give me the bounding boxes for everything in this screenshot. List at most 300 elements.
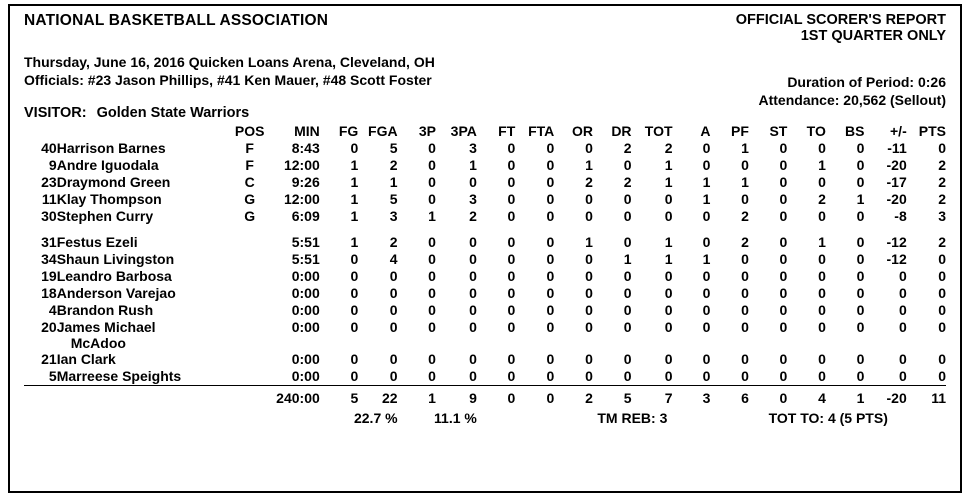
stat-plusminus: 0 — [898, 267, 907, 284]
stat-plusminus: -20 — [886, 156, 907, 173]
stat-st: 0 — [779, 284, 788, 301]
stat-dr: 0 — [623, 207, 632, 224]
stat-or: 0 — [585, 207, 593, 224]
stat-pf: 1 — [741, 139, 749, 156]
stat-tot: 0 — [664, 367, 673, 384]
stat-3pa: 0 — [469, 233, 477, 250]
stat-min: 12:00 — [283, 156, 320, 173]
team-rebounds: TM REB: 3 — [597, 409, 668, 426]
stat-st: 0 — [779, 350, 788, 367]
col-min: MIN — [294, 122, 320, 139]
stat-pf: 2 — [741, 233, 749, 250]
stat-dr: 0 — [623, 318, 632, 335]
pct-blank-ft — [477, 408, 554, 428]
stat-ft: 0 — [507, 284, 516, 301]
stat-ft: 0 — [507, 301, 516, 318]
pct-blank-pos — [233, 408, 267, 428]
stat-fga: 0 — [389, 267, 398, 284]
total-fg: 5 — [320, 385, 359, 408]
percentages-row — [24, 408, 946, 428]
stat-plusminus: 0 — [898, 367, 907, 384]
player-pos — [233, 351, 267, 368]
stat-a: 0 — [702, 233, 711, 250]
fg-percentage: 22.7 % — [353, 409, 398, 426]
stat-fta: 0 — [546, 367, 555, 384]
col-tot: TOT — [644, 122, 673, 139]
stat-fg: 0 — [350, 250, 359, 267]
player-pos: C — [244, 173, 255, 190]
player-number: 31 — [41, 233, 57, 250]
total-to: 4 — [787, 385, 826, 408]
table-row — [24, 351, 946, 368]
player-number: 19 — [41, 267, 57, 284]
stat-fta: 0 — [546, 318, 555, 335]
col-fta: FTA — [528, 122, 555, 139]
stat-ft: 0 — [507, 173, 516, 190]
stat-dr: 2 — [623, 139, 632, 156]
player-pos — [233, 319, 267, 336]
col-st: ST — [769, 122, 788, 139]
stat-to: 0 — [818, 250, 826, 267]
player-name: Andre Iguodala — [56, 156, 159, 173]
table-row — [24, 208, 946, 225]
stat-pts: 0 — [938, 301, 946, 318]
stat-to: 0 — [818, 173, 826, 190]
player-pos — [233, 268, 267, 285]
stat-3p: 0 — [428, 233, 436, 250]
stat-fga: 0 — [389, 301, 398, 318]
player-number: 30 — [41, 207, 57, 224]
player-name: Leandro Barbosa — [56, 267, 172, 284]
col-or: OR — [571, 122, 593, 139]
stat-3pa: 2 — [469, 207, 477, 224]
stat-pf: 0 — [741, 190, 749, 207]
stat-tot: 1 — [664, 233, 673, 250]
player-name: Shaun Livingston — [56, 250, 175, 267]
stat-pts: 0 — [938, 350, 946, 367]
player-number: 18 — [41, 284, 57, 301]
report-title: OFFICIAL SCORER'S REPORT — [735, 12, 946, 28]
stat-to: 0 — [818, 301, 826, 318]
stat-ft: 0 — [507, 367, 516, 384]
stat-pts: 2 — [938, 233, 946, 250]
total-min: 240:00 — [267, 385, 320, 408]
stat-dr: 0 — [623, 284, 632, 301]
stat-min: 0:00 — [291, 284, 320, 301]
empty-number — [24, 336, 57, 351]
player-number: 21 — [41, 350, 57, 367]
stat-bs: 0 — [856, 267, 865, 284]
stat-st: 0 — [779, 139, 788, 156]
stat-a: 1 — [702, 173, 711, 190]
total-st: 0 — [749, 385, 787, 408]
stat-st: 0 — [779, 250, 788, 267]
stat-plusminus: -17 — [886, 173, 907, 190]
stat-a: 0 — [702, 267, 711, 284]
stat-pts: 0 — [938, 139, 946, 156]
stat-ft: 0 — [507, 139, 516, 156]
stat-pts: 0 — [938, 267, 946, 284]
stat-or: 0 — [585, 250, 593, 267]
stat-bs: 0 — [856, 173, 865, 190]
stat-3pa: 0 — [469, 173, 477, 190]
player-pos — [233, 368, 267, 386]
game-date-venue: Thursday, June 16, 2016 Quicken Loans Arena, Cleveland, OH — [24, 54, 435, 71]
stat-bs: 1 — [856, 190, 865, 207]
pct-blank-number — [24, 408, 57, 428]
stat-pts: 2 — [938, 173, 946, 190]
stat-or: 2 — [585, 173, 593, 190]
player-name: Anderson Varejao — [56, 284, 176, 301]
stat-pts: 2 — [938, 190, 946, 207]
stat-fg: 0 — [350, 318, 359, 335]
stat-min: 0:00 — [291, 367, 320, 384]
col-plusminus: +/- — [890, 122, 907, 139]
stat-3p: 0 — [428, 156, 436, 173]
player-number: 4 — [48, 301, 57, 318]
col-number — [24, 123, 57, 140]
total-pts: 11 — [907, 385, 946, 408]
table-row — [24, 234, 946, 251]
stat-fta: 0 — [546, 190, 555, 207]
stat-ft: 0 — [507, 156, 516, 173]
stat-bs: 0 — [856, 350, 865, 367]
stat-3p: 0 — [428, 367, 436, 384]
stat-bs: 0 — [856, 156, 865, 173]
total-turnovers: TOT TO: 4 (5 PTS) — [768, 409, 888, 426]
table-row — [24, 251, 946, 268]
table-row — [24, 157, 946, 174]
stat-plusminus: 0 — [898, 284, 907, 301]
col-fga: FGA — [368, 122, 398, 139]
stat-tot: 1 — [664, 156, 673, 173]
stat-pf: 0 — [741, 318, 749, 335]
table-row — [24, 174, 946, 191]
stat-ft: 0 — [507, 350, 516, 367]
stat-to: 1 — [818, 233, 826, 250]
pct-blank-min — [267, 408, 320, 428]
stat-dr: 1 — [623, 250, 632, 267]
stat-fg: 1 — [350, 190, 359, 207]
total-fta: 0 — [515, 385, 554, 408]
table-row — [24, 319, 946, 336]
stat-fga: 5 — [389, 139, 398, 156]
stat-fg: 1 — [350, 207, 359, 224]
stat-bs: 0 — [856, 139, 865, 156]
stat-fg: 0 — [350, 267, 359, 284]
stat-or: 0 — [585, 350, 593, 367]
stat-tot: 2 — [664, 139, 673, 156]
table-row — [24, 368, 946, 386]
table-header-row — [24, 123, 946, 140]
stat-st: 0 — [779, 233, 788, 250]
stat-pts: 2 — [938, 156, 946, 173]
stat-tot: 0 — [664, 350, 673, 367]
col-fg: FG — [338, 122, 359, 139]
col-to: TO — [806, 122, 826, 139]
stat-or: 0 — [585, 139, 593, 156]
officials-line: Officials: #23 Jason Phillips, #41 Ken Mauer, #48 Scott Foster — [24, 71, 432, 88]
stat-fta: 0 — [546, 301, 555, 318]
stat-fg: 0 — [350, 139, 359, 156]
stat-tot: 0 — [664, 318, 673, 335]
stat-st: 0 — [779, 367, 788, 384]
report-subtitle: 1ST QUARTER ONLY — [800, 28, 946, 45]
stat-fg: 0 — [350, 367, 359, 384]
stat-to: 0 — [818, 318, 826, 335]
stat-pts: 0 — [938, 318, 946, 335]
stat-plusminus: -11 — [887, 139, 907, 156]
player-pos: G — [244, 190, 256, 207]
stat-dr: 0 — [623, 156, 632, 173]
stat-min: 0:00 — [291, 301, 320, 318]
stat-plusminus: 0 — [898, 318, 907, 335]
col-dr: DR — [611, 122, 632, 139]
totals-blank-pos — [233, 385, 267, 408]
stat-bs: 0 — [856, 250, 865, 267]
report-title-block — [736, 12, 946, 44]
player-number: 34 — [41, 250, 57, 267]
stat-or: 1 — [585, 156, 593, 173]
stat-to: 1 — [818, 156, 826, 173]
stat-3pa: 3 — [469, 190, 477, 207]
stat-a: 1 — [702, 250, 711, 267]
stat-3pa: 3 — [469, 139, 477, 156]
total-bs: 1 — [826, 385, 865, 408]
stat-pf: 0 — [741, 250, 749, 267]
stat-dr: 0 — [623, 367, 632, 384]
stat-min: 9:26 — [291, 173, 320, 190]
stat-3p: 0 — [428, 139, 436, 156]
stat-pf: 0 — [741, 284, 749, 301]
total-dr: 5 — [593, 385, 632, 408]
total-ft: 0 — [477, 385, 515, 408]
stat-tot: 0 — [664, 190, 673, 207]
table-row — [24, 191, 946, 208]
stat-min: 12:00 — [283, 190, 320, 207]
stat-3p: 0 — [428, 301, 436, 318]
player-number: 40 — [41, 139, 57, 156]
stat-min: 0:00 — [291, 318, 320, 335]
stat-pf: 0 — [741, 350, 749, 367]
stat-fta: 0 — [546, 250, 555, 267]
totals-blank-number — [24, 385, 57, 408]
stat-ft: 0 — [507, 250, 516, 267]
stat-pf: 0 — [741, 301, 749, 318]
stat-fga: 1 — [389, 173, 398, 190]
stat-pf: 0 — [741, 156, 749, 173]
player-number: 23 — [41, 173, 57, 190]
league-title: NATIONAL BASKETBALL ASSOCIATION — [24, 12, 329, 29]
stat-tot: 0 — [664, 207, 673, 224]
stat-bs: 0 — [856, 207, 865, 224]
stat-3pa: 0 — [469, 267, 477, 284]
stat-pf: 2 — [741, 207, 749, 224]
stat-ft: 0 — [507, 267, 516, 284]
stat-3pa: 0 — [469, 284, 477, 301]
stat-to: 0 — [818, 207, 826, 224]
stat-fta: 0 — [546, 207, 555, 224]
stat-dr: 0 — [623, 301, 632, 318]
stat-bs: 0 — [856, 301, 865, 318]
player-number: 5 — [48, 367, 57, 384]
stat-min: 0:00 — [291, 350, 320, 367]
total-3p: 1 — [398, 385, 436, 408]
col-3pa: 3PA — [450, 122, 477, 139]
stat-ft: 0 — [507, 207, 516, 224]
stat-min: 5:51 — [291, 233, 320, 250]
player-name: Brandon Rush — [56, 301, 154, 318]
total-pf: 6 — [710, 385, 748, 408]
col-pts: PTS — [918, 122, 946, 139]
stat-fga: 2 — [389, 156, 398, 173]
stat-plusminus: -12 — [886, 250, 907, 267]
stat-to: 0 — [818, 267, 826, 284]
stat-or: 0 — [585, 318, 593, 335]
player-name: Draymond Green — [56, 173, 171, 190]
stat-3pa: 0 — [469, 367, 477, 384]
stat-a: 1 — [702, 190, 711, 207]
player-name-continuation-row — [24, 336, 946, 351]
player-number: 20 — [41, 318, 57, 335]
stat-a: 0 — [702, 318, 711, 335]
stat-tot: 0 — [664, 267, 673, 284]
stat-st: 0 — [779, 207, 788, 224]
stat-pf: 1 — [741, 173, 749, 190]
box-score-table — [24, 123, 946, 428]
stat-to: 0 — [818, 139, 826, 156]
stat-3p: 0 — [428, 318, 436, 335]
stat-fta: 0 — [546, 267, 555, 284]
col-player — [57, 123, 233, 140]
attendance: Attendance: 20,562 (Sellout) — [758, 91, 946, 108]
stat-fg: 1 — [350, 173, 359, 190]
col-pos: POS — [234, 122, 265, 139]
visitor-team-name: Golden State Warriors — [96, 104, 250, 121]
table-row — [24, 285, 946, 302]
total-fga: 22 — [358, 385, 397, 408]
stat-to: 0 — [818, 284, 826, 301]
total-3pa: 9 — [436, 385, 477, 408]
duration-attendance-block — [759, 74, 947, 109]
total-plusminus: -20 — [864, 385, 906, 408]
player-pos — [233, 251, 267, 268]
player-name: Festus Ezeli — [56, 233, 138, 250]
player-pos: F — [245, 156, 254, 173]
stat-pts: 0 — [938, 250, 946, 267]
table-row — [24, 140, 946, 157]
duration-of-period: Duration of Period: 0:26 — [787, 74, 946, 90]
stat-fga: 2 — [389, 233, 398, 250]
stat-fga: 0 — [389, 318, 398, 335]
stat-or: 0 — [585, 284, 593, 301]
stat-st: 0 — [779, 156, 788, 173]
report-sheet — [8, 4, 962, 493]
stat-fg: 1 — [350, 156, 359, 173]
stat-st: 0 — [779, 318, 788, 335]
report-header — [24, 12, 946, 44]
stat-or: 0 — [585, 301, 593, 318]
stat-pts: 0 — [938, 284, 946, 301]
stat-3p: 0 — [428, 284, 436, 301]
stat-min: 6:09 — [291, 207, 320, 224]
stat-fta: 0 — [546, 284, 555, 301]
stat-plusminus: -20 — [886, 190, 907, 207]
stat-or: 0 — [585, 367, 593, 384]
three-point-percentage: 11.1 % — [434, 409, 477, 426]
player-pos: F — [245, 139, 254, 156]
player-pos — [233, 234, 267, 251]
player-number: 11 — [41, 190, 57, 207]
stat-pf: 0 — [741, 367, 749, 384]
stat-fta: 0 — [546, 139, 555, 156]
stat-min: 8:43 — [291, 139, 320, 156]
stat-3p: 0 — [428, 173, 436, 190]
stat-fta: 0 — [546, 173, 555, 190]
total-or: 2 — [554, 385, 593, 408]
stat-tot: 1 — [664, 250, 673, 267]
total-tot: 7 — [632, 385, 673, 408]
stat-fga: 0 — [389, 350, 398, 367]
player-name: James Michael — [56, 318, 156, 335]
stat-pf: 0 — [741, 267, 749, 284]
player-number: 9 — [48, 156, 57, 173]
player-pos — [233, 285, 267, 302]
stat-3p: 0 — [428, 190, 436, 207]
stat-to: 2 — [818, 190, 826, 207]
stat-plusminus: -12 — [886, 233, 907, 250]
stat-a: 0 — [702, 156, 711, 173]
stat-fg: 0 — [350, 301, 359, 318]
stat-plusminus: 0 — [898, 350, 907, 367]
stat-or: 0 — [585, 190, 593, 207]
totals-row — [24, 385, 946, 408]
stat-ft: 0 — [507, 233, 516, 250]
stat-fg: 0 — [350, 284, 359, 301]
stat-bs: 0 — [856, 284, 865, 301]
player-pos: G — [244, 207, 256, 224]
stat-fta: 0 — [546, 350, 555, 367]
stat-a: 0 — [702, 301, 711, 318]
stat-3pa: 0 — [469, 250, 477, 267]
stat-dr: 0 — [623, 233, 632, 250]
stat-3p: 0 — [428, 350, 436, 367]
stat-st: 0 — [779, 267, 788, 284]
stat-bs: 0 — [856, 367, 865, 384]
stat-dr: 0 — [623, 267, 632, 284]
player-name: Ian Clark — [56, 350, 116, 367]
stat-tot: 0 — [664, 301, 673, 318]
stat-bs: 0 — [856, 233, 865, 250]
empty-stats — [233, 336, 946, 351]
stat-fta: 0 — [546, 233, 555, 250]
stat-3pa: 1 — [469, 156, 477, 173]
stat-dr: 0 — [623, 350, 632, 367]
table-row — [24, 302, 946, 319]
stat-fta: 0 — [546, 156, 555, 173]
col-ft: FT — [498, 122, 516, 139]
stat-ft: 0 — [507, 190, 516, 207]
stat-fga: 5 — [389, 190, 398, 207]
stat-3p: 1 — [428, 207, 436, 224]
player-name: Klay Thompson — [56, 190, 162, 207]
col-bs: BS — [844, 122, 865, 139]
stat-dr: 2 — [623, 173, 632, 190]
stat-3p: 0 — [428, 267, 436, 284]
stat-3p: 0 — [428, 250, 436, 267]
stat-to: 0 — [818, 350, 826, 367]
stat-plusminus: 0 — [898, 301, 907, 318]
